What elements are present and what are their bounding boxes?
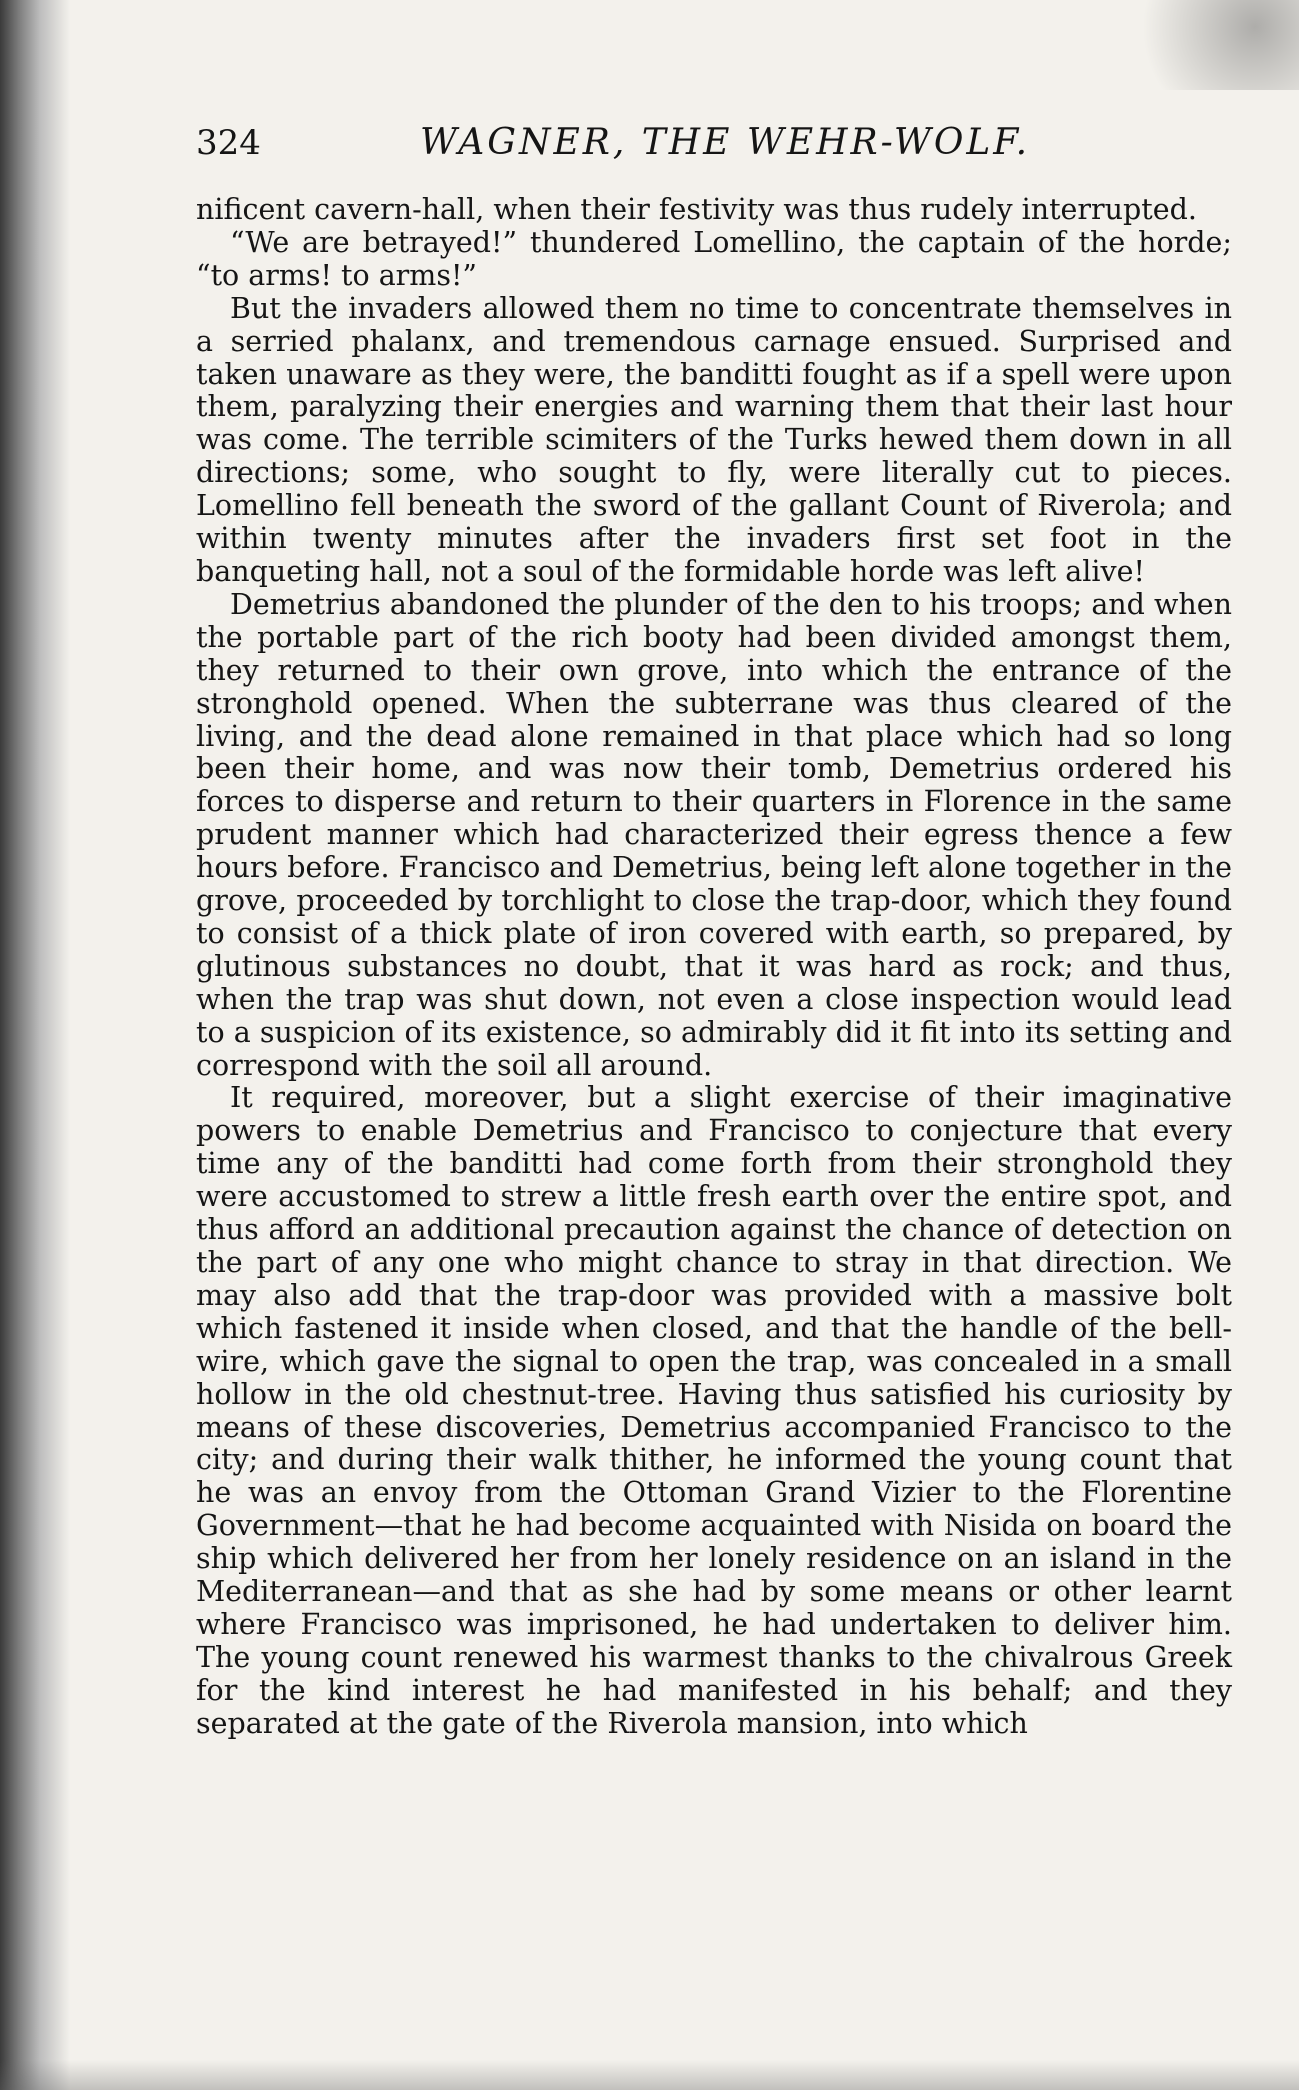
- page-stain: [1079, 0, 1299, 90]
- paragraph: nificent cavern-hall, when their festivity was thus rudely interrupted.: [196, 193, 1197, 226]
- page-bottom-edge: [0, 2060, 1299, 2090]
- paragraph: “We are betrayed!” thundered Lomellino, the captain of the horde; “to arms! to arms!”: [196, 225, 1232, 292]
- body-text: [196, 194, 1232, 1741]
- paragraph: But the invaders allowed them no time to concentrate themselves in a serried phalanx, and tremendous carnage ensued. Surprised and taken unaware as they were, the banditti fought as if a spell were upon them, paralyzing their energies and warning them that their last hour was come. The terrible scimiters of the Turks hewed them down in all directions; some, who sought to fly, were literally cut to pieces. Lomellino fell beneath the sword of the gallant Count of Riverola; and within twenty minutes after the invaders first set foot in the banqueting hall, not a soul of the formidable horde was left alive!: [196, 291, 1232, 588]
- page-number: 324: [196, 123, 261, 163]
- paragraph: It required, moreover, but a slight exercise of their imaginative powers to enable Demetrius and Francisco to conjecture that every time any of the banditti had come forth from their stronghold they were accustomed to strew a little fresh earth over the entire spot, and thus afford an additional precaution against the chance of detection on the part of any one who might chance to stray in that direction. We may also add that the trap-door was provided with a massive bolt which fastened it inside when closed, and that the handle of the bell-wire, which gave the signal to open the trap, was concealed in a small hollow in the old chestnut-tree. Having thus satisfied his curiosity by means of these discoveries, Demetrius accompanied Francisco to the city; and during their walk thither, he informed the young count that he was an envoy from the Ottoman Grand Vizier to the Florentine Government—that he had become acquainted with Nisida on board the ship which delivered her from her lonely residence on an island in the Mediterranean—and that as she had by some means or other learnt where Francisco was imprisoned, he had undertaken to deliver him. The young count renewed his warmest thanks to the chivalrous Greek for the kind interest he had manifested in his behalf; and they separated at the gate of the Riverola mansion, into which: [196, 1081, 1232, 1740]
- page-header: [196, 120, 1036, 166]
- running-title: WAGNER, THE WEHR-WOLF.: [420, 122, 1031, 163]
- page-edge-shadow: [0, 0, 70, 2090]
- paragraph: Demetrius abandoned the plunder of the den to his troops; and when the portable part of the rich booty had been divided amongst them, they returned to their own grove, into which the entrance of the stronghold opened. When the subterrane was thus cleared of the living, and the dead alone remained in that place which had so long been their home, and was now their tomb, Demetrius ordered his forces to disperse and return to their quarters in Florence in the same prudent manner which had characterized their egress thence a few hours before. Francisco and Demetrius, being left alone together in the grove, proceeded by torchlight to close the trap-door, which they found to consist of a thick plate of iron covered with earth, so prepared, by glutinous substances no doubt, that it was hard as rock; and thus, when the trap was shut down, not even a close inspection would lead to a suspicion of its existence, so admirably did it fit into its setting and correspond with the soil all around.: [196, 587, 1232, 1082]
